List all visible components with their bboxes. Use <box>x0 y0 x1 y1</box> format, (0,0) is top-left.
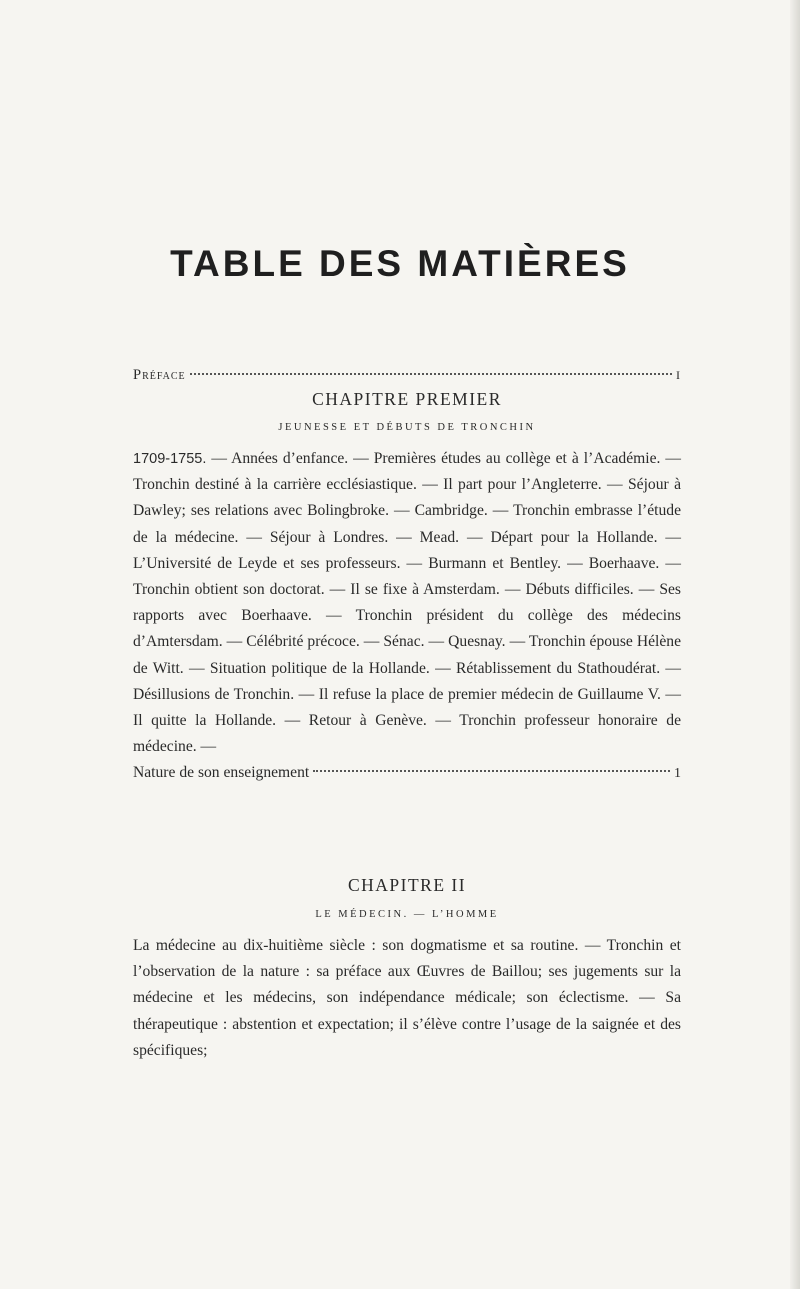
toc-entry-preface[interactable] <box>133 367 681 384</box>
chapter-1-years: 1709-1755. <box>133 451 207 467</box>
preface-label: Préface <box>133 367 186 383</box>
chapter-1-last-line <box>133 760 681 787</box>
chapter-2-title: CHAPITRE II <box>347 875 467 895</box>
chapter-2-subtitle: LE MÉDECIN. — L’HOMME <box>315 909 499 920</box>
toc-entry-chapter-1[interactable] <box>133 446 681 788</box>
chapter-1-page-number: 1 <box>674 766 681 782</box>
dot-leader <box>190 373 672 375</box>
chapter-1-title: CHAPITRE PREMIER <box>312 389 502 409</box>
chapter-1-last-text: Nature de son enseignement <box>133 764 310 782</box>
chapter-1-summary: — Années d’enfance. — Premières études au collège et à l’Académie. — Tronchin destiné à la carrière ecclésiastique. — Il part pour l’Angleterre. — Séjour à Dawley; ses relations avec Bolingbroke. — Cambridge. — Tronchin embrasse l’étude de la médecine. — Séjour à Londres. — Mead. — Départ pour la Hollande. — L’Université de Leyde et ses professeurs. — Burmann et Bentley. — Boerhaave. — Tronchin obtient son doctorat. — Il se fixe à Amsterdam. — Débuts difficiles. — Ses rapports avec Boerhaave. — Tronchin président du collège des médecins d’Amtersdam. — Célébrité précoce. — Sénac. — Quesnay. — Tronchin épouse Hélène de Witt. — Situation politique de la Hollande. — Rétablissement du Stathoudérat. — Désillusions de Tronchin. — Il refuse la place de premier médecin de Guillaume V. — Il quitte la Hollande. — Retour à Genève. — Tronchin professeur honoraire de médecine. — <box>133 450 681 756</box>
chapter-1-subtitle: JEUNESSE ET DÉBUTS DE TRONCHIN <box>278 422 536 433</box>
dot-leader <box>313 770 670 772</box>
page-title: TABLE DES MATIÈRES <box>170 243 630 284</box>
page-edge-shadow <box>790 0 800 1289</box>
toc-entry-chapter-2[interactable] <box>133 933 681 1064</box>
chapter-2-summary: La médecine au dix-huitième siècle : son dogmatisme et sa routine. — Tronchin et l’observation de la nature : sa préface aux Œuvres de Baillou; ses jugements sur la médecine et les médecins, son indépendance médicale; son éclectisme. — Sa thérapeutique : abstention et expectation; il s’élève contre l’usage de la saignée et des spécifiques; <box>133 937 681 1059</box>
preface-page-number: I <box>676 368 681 382</box>
